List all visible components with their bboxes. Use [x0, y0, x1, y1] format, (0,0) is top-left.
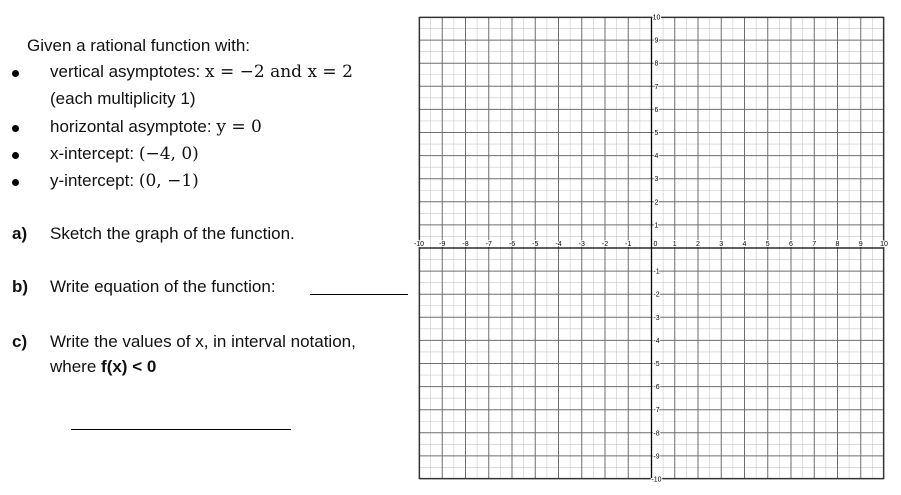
question-c-prefix: where [50, 357, 102, 376]
question-a-letter: a) [12, 224, 28, 243]
equation-answer-line[interactable] [310, 294, 408, 295]
y-tick-label: 4 [654, 153, 659, 161]
x-intercept-label [50, 144, 199, 164]
y-tick-label: 5 [654, 130, 659, 137]
y-tick-label: 3 [654, 176, 659, 184]
y-tick-label: 10 [652, 14, 661, 22]
question-c-line2 [50, 357, 156, 377]
y-tick-label: -2 [653, 291, 660, 299]
y-tick-label: -7 [653, 407, 660, 415]
bullet-math: (0, −1) [138, 171, 199, 191]
x-tick-label: 8 [835, 241, 840, 248]
x-tick-label: 9 [858, 241, 863, 248]
x-tick-label: 6 [789, 241, 793, 248]
bullet-dot-3 [12, 152, 19, 159]
x-tick-label: -1 [625, 241, 632, 248]
y-tick-label: -8 [653, 430, 660, 438]
question-b-text: Write equation of the function: [50, 277, 276, 296]
bullet-dot-4 [12, 179, 19, 186]
x-tick-label: 1 [672, 241, 677, 248]
bullet-label: vertical asymptotes: [50, 62, 201, 81]
y-tick-label: -3 [653, 314, 660, 322]
y-tick-label: -4 [653, 337, 660, 345]
bullet-dot-2 [12, 125, 19, 132]
bullet-math: x = −2 and x = 2 [204, 62, 353, 82]
y-tick-label: 8 [654, 60, 659, 68]
bullet-math: y = 0 [216, 117, 262, 137]
x-tick-label: -7 [485, 241, 492, 248]
y-tick-label: -1 [653, 268, 660, 276]
y-tick-label: -10 [651, 476, 662, 484]
x-tick-label: 2 [696, 241, 700, 248]
y-tick-label: 9 [654, 37, 659, 45]
y-tick-label: 7 [654, 83, 659, 91]
y-tick-label: 2 [654, 199, 659, 207]
vertical-asymptotes-label [50, 62, 353, 82]
question-c-line1: Write the values of x, in interval notation, [50, 332, 356, 351]
x-tick-label: 10 [880, 241, 888, 248]
bullet-dot-1 [12, 70, 19, 77]
x-tick-label: 4 [742, 241, 747, 248]
bullet-math: (−4, 0) [138, 144, 199, 164]
x-tick-label: -4 [555, 241, 562, 248]
question-b-letter: b) [12, 277, 29, 296]
x-tick-label: -2 [601, 241, 609, 248]
question-c-condition: f(x) < 0 [101, 357, 157, 376]
bullet-label: horizontal asymptote: [50, 117, 212, 136]
bullet-label: x-intercept: [50, 144, 135, 163]
x-tick-label: 7 [812, 241, 817, 248]
y-tick-label: -6 [653, 384, 660, 392]
intro-text: Given a rational function with: [27, 36, 251, 55]
coordinate-grid[interactable] [413, 14, 888, 484]
x-tick-label: -8 [462, 241, 469, 248]
x-tick-label: 5 [765, 241, 770, 248]
bullet-label: y-intercept: [50, 171, 135, 190]
x-tick-label: -6 [508, 241, 516, 248]
y-tick-label: 6 [654, 106, 659, 114]
x-tick-label: -3 [578, 241, 585, 248]
y-intercept-label [50, 171, 199, 191]
question-a-text: Sketch the graph of the function. [50, 224, 295, 243]
x-tick-label: -10 [413, 241, 425, 248]
x-tick-label: 0 [653, 241, 658, 248]
y-tick-label: -9 [653, 453, 660, 461]
interval-answer-line[interactable] [71, 429, 291, 430]
question-c-letter: c) [12, 332, 28, 351]
y-tick-label: 1 [654, 222, 659, 230]
x-tick-label: -5 [532, 241, 539, 248]
y-tick-label: -5 [653, 361, 660, 368]
x-tick-label: -9 [439, 241, 446, 248]
x-tick-label: 3 [719, 241, 724, 248]
horizontal-asymptote-label [50, 117, 262, 137]
multiplicity-note: (each multiplicity 1) [50, 89, 196, 108]
